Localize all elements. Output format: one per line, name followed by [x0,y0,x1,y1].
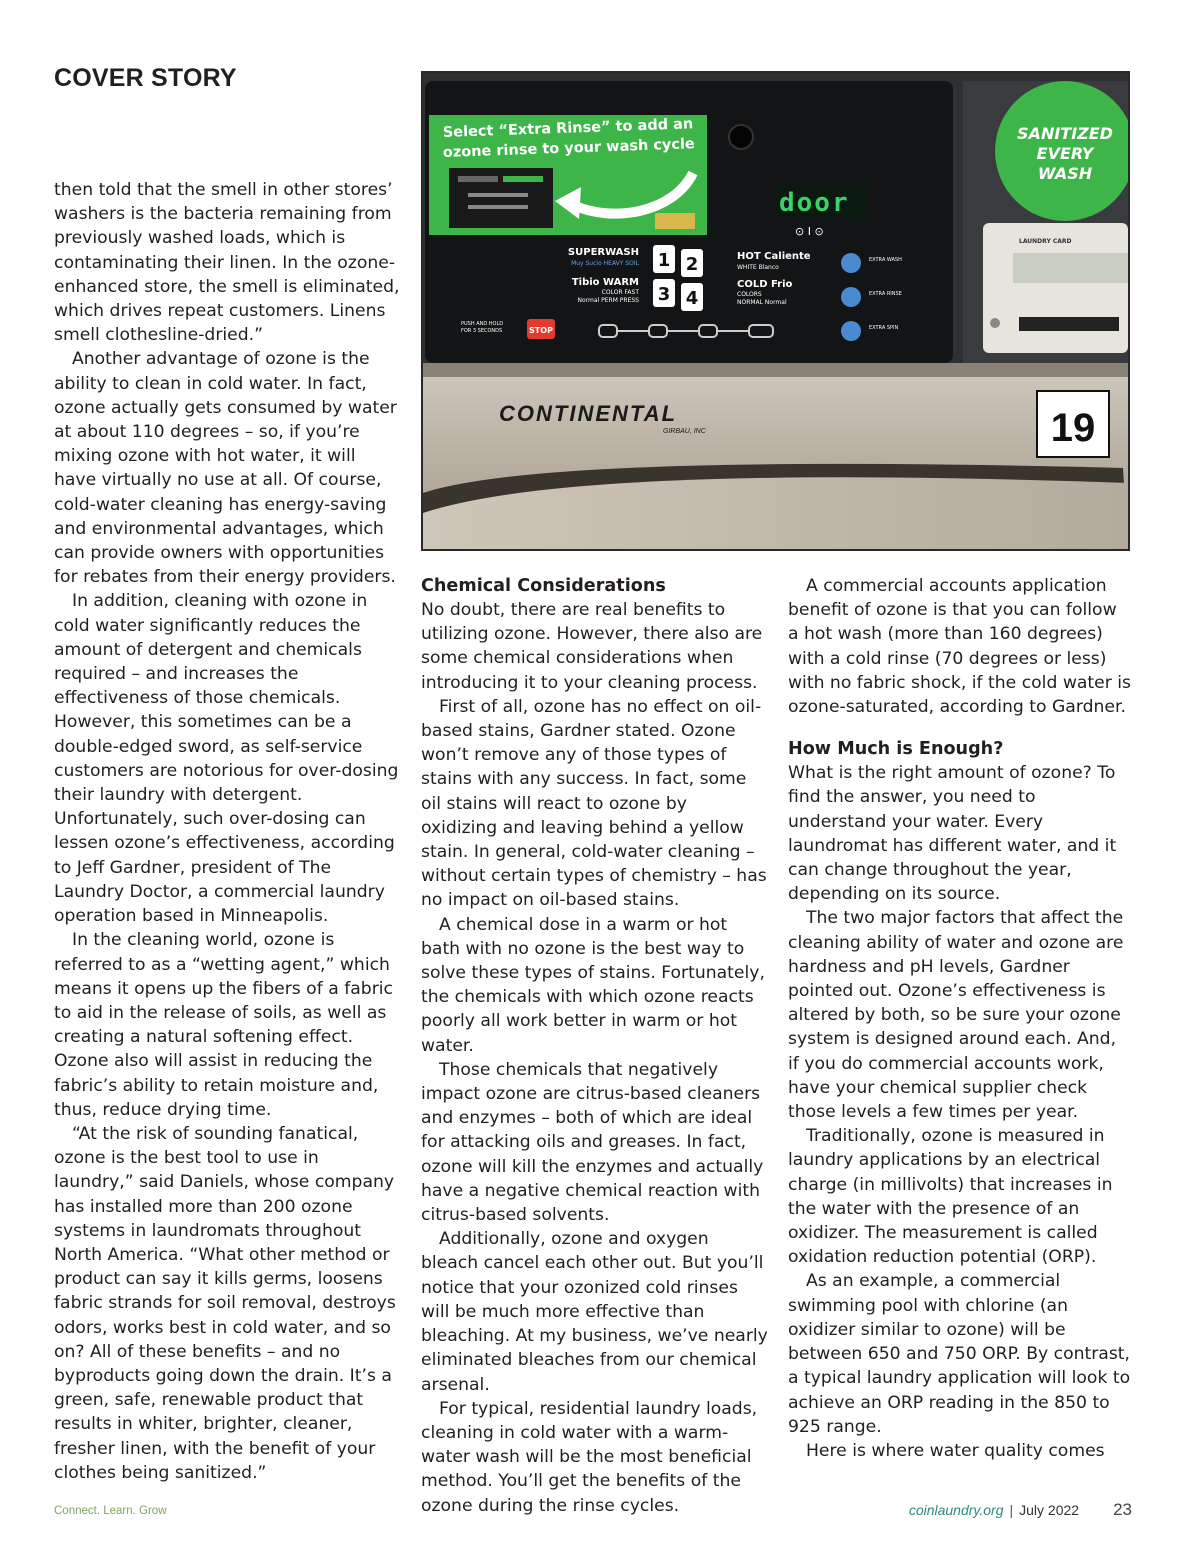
paragraph: For typical, residential laundry loads, cleaning in cold water with a warm-water wash will be the most beneficial method. You’ll get the benefits of the ozone during the rinse cycles. [421,1398,758,1516]
section-heading-how-much-is-enough: How Much is Enough? [788,739,1004,760]
page-number: 23 [1113,1500,1132,1519]
section-label: COVER STORY [54,64,237,92]
footer-info [909,1500,1132,1520]
temp-warm-label: Tibio WARM [571,277,639,288]
footer-separator: | [1009,1502,1014,1518]
paragraph: As an example, a commercial swimming pool with chlorine (an oxidizer similar to ozone) will be between 650 and 750 ORP. By contrast, a typical laundry application will look to achieve an ORP reading in the 850 to 925 range. [788,1271,1131,1437]
extra-wash-button[interactable] [841,253,861,273]
paragraph: No doubt, there are real benefits to utilizing ozone. However, there also are some chemical considerations when introducing it to your cleaning process. [421,600,763,693]
column-2 [421,574,768,1518]
temp-hot-label: HOT Caliente [737,251,811,262]
footer-issue-date: July 2022 [1019,1502,1080,1518]
paragraph: A chemical dose in a warm or hot bath with no ozone is the best way to solve these types of stains. Fortunately, the chemicals with which ozone reacts poorly all work better in warm or hot water. [421,914,765,1056]
extra-spin-button[interactable] [841,321,861,341]
column-1 [54,178,400,1485]
svg-text:2: 2 [685,254,699,275]
column-3 [788,574,1131,1463]
svg-text:EXTRA WASH: EXTRA WASH [869,257,902,263]
paragraph: What is the right amount of ozone? To find the answer, you need to understand your water. Every laundromat has different water, and it can change throughout the year, depending on its source. [788,763,1117,905]
knob-icon [729,125,753,149]
extra-rinse-button[interactable] [841,287,861,307]
svg-text:4: 4 [685,288,699,309]
svg-text:1: 1 [657,250,671,271]
brand-logo: CONTINENTAL [499,401,678,426]
svg-text:WHITE Blanco: WHITE Blanco [737,264,779,271]
svg-text:EVERY: EVERY [1036,144,1094,163]
svg-text:LAUNDRY CARD: LAUNDRY CARD [1019,238,1072,245]
paragraph: In addition, cleaning with ozone in cold water significantly reduces the amount of detergent and chemicals required – and increases the effectiveness of those chemicals. However, this sometimes can be a double-edged sword, as self-service customers are notorious for over-dosing their laundry with detergent. Unfortunately, such over-dosing can lessen ozone’s effectiveness, according to Jeff Gardner, president of The Laundry Doctor, a commercial laundry operation based in Minneapolis. [54,591,399,927]
section-heading-chemical-considerations: Chemical Considerations [421,576,666,596]
paragraph: The two major factors that affect the cleaning ability of water and ozone are hardness and pH levels, Gardner pointed out. Ozone’s effectiveness is altered by both, so be sure your ozone system is designed around each. And, if you do commercial accounts work, have your chemical supplier check those levels a few times per year. [788,908,1124,1123]
svg-text:EXTRA SPIN: EXTRA SPIN [869,325,899,331]
svg-text:Muy Sucio HEAVY SOIL: Muy Sucio HEAVY SOIL [571,260,639,267]
paragraph: then told that the smell in other stores’ washers is the bacteria remaining from previously washed loads, which is contaminating their linen. In the ozone-enhanced store, the smell is eliminated, which drives repeat customers. Linens smell clothesline-dried.” [54,180,400,346]
svg-text:EXTRA RINSE: EXTRA RINSE [869,291,902,297]
svg-text:SANITIZED: SANITIZED [1017,124,1113,143]
temp-cold-label: COLD Frio [737,279,793,290]
paragraph: Here is where water quality comes [806,1440,1105,1461]
paragraph: First of all, ozone has no effect on oil-based stains, Gardner stated. Ozone won’t remove any of those types of stains with any success. In fact, some oil stains will react to ozone by oxidizing and leaving behind a yellow stain. In general, cold-water cleaning – without certain types of chemistry – has no impact on oil-based stains. [421,696,767,911]
paragraph: Those chemicals that negatively impact ozone are citrus-based cleaners and enzymes – both of which are ideal for attacking oils and greases. In fact, ozone will kill the enzymes and actually have a negative chemical reaction with citrus-based solvents. [421,1059,764,1226]
footer-site-link[interactable]: coinlaundry.org [908,1502,1004,1518]
temp-superwash-label: SUPERWASH [567,247,639,258]
paragraph: Traditionally, ozone is measured in laundry applications by an electrical charge (in millivolts) that increases in the water with the presence of an oxidizer. The measurement is called oxidation reduction potential (ORP). [788,1126,1113,1268]
svg-text:19: 19 [1050,406,1096,450]
svg-text:COLORS: COLORS [737,291,762,298]
paragraph: Additionally, ozone and oxygen bleach cancel each other out. But you’ll notice that your ozonized cold rinses will be much more effective than bleaching. At my business, we’ve nearly eliminated bleaches from our chemical arsenal. [421,1229,768,1395]
svg-text:WASH: WASH [1037,164,1093,183]
svg-text:NORMAL Normal: NORMAL Normal [737,299,787,306]
ozone-banner-line1: Select “Extra Rinse” to add an [442,116,694,141]
washer-photo [421,71,1130,551]
svg-text:GIRBAU, INC: GIRBAU, INC [663,428,706,435]
svg-text:STOP: STOP [529,326,553,335]
paragraph: In the cleaning world, ozone is referred to as a “wetting agent,” which means it opens up the fibers of a fabric to aid in the release of soils, as well as creating a natural softening effect. Ozone also will assist in reducing the fabric’s ability to retain moisture and, thus, reduce drying time. [54,930,393,1120]
svg-text:Normal PERM PRESS: Normal PERM PRESS [577,297,639,304]
display-text: door [779,188,850,218]
svg-text:COLOR FAST: COLOR FAST [601,289,639,296]
paragraph: Another advantage of ozone is the ability to clean in cold water. In fact, ozone actually gets consumed by water at about 110 degrees – so, if you’re mixing ozone with hot water, it will have virtually no use at all. Of course, cold-water cleaning has energy-saving and environmental advantages, which can provide owners with opportunities for rebates from their energy providers. [54,349,397,588]
paragraph: A commercial accounts application benefit of ozone is that you can follow a hot wash (more than 160 degrees) with a cold rinse (70 degrees or less) with no fabric shock, if the cold water is ozone-saturated, according to Gardner. [788,576,1131,718]
ozone-banner-line2: ozone rinse to your wash cycle [442,136,696,161]
svg-text:FOR 3 SECONDS: FOR 3 SECONDS [461,328,503,334]
footer-tagline: Connect. Learn. Grow [54,1505,167,1517]
svg-text:3: 3 [657,284,671,305]
paragraph: “At the risk of sounding fanatical, ozone is the best tool to use in laundry,” said Daniels, whose company has installed more than 200 ozone systems in laundromats throughout North America. “What other method or product can say it kills germs, loosens fabric strands for soil removal, destroys odors, works best in cold water, and so on? All of these benefits – and no byproducts going down the drain. It’s a green, safe, renewable product that results in whiter, brighter, cleaner, fresher linen, with the benefit of your clothes being sanitized.” [54,1123,396,1483]
svg-text:PUSH AND HOLD: PUSH AND HOLD [461,321,504,327]
svg-text:⊙ I ⊙: ⊙ I ⊙ [795,225,824,238]
